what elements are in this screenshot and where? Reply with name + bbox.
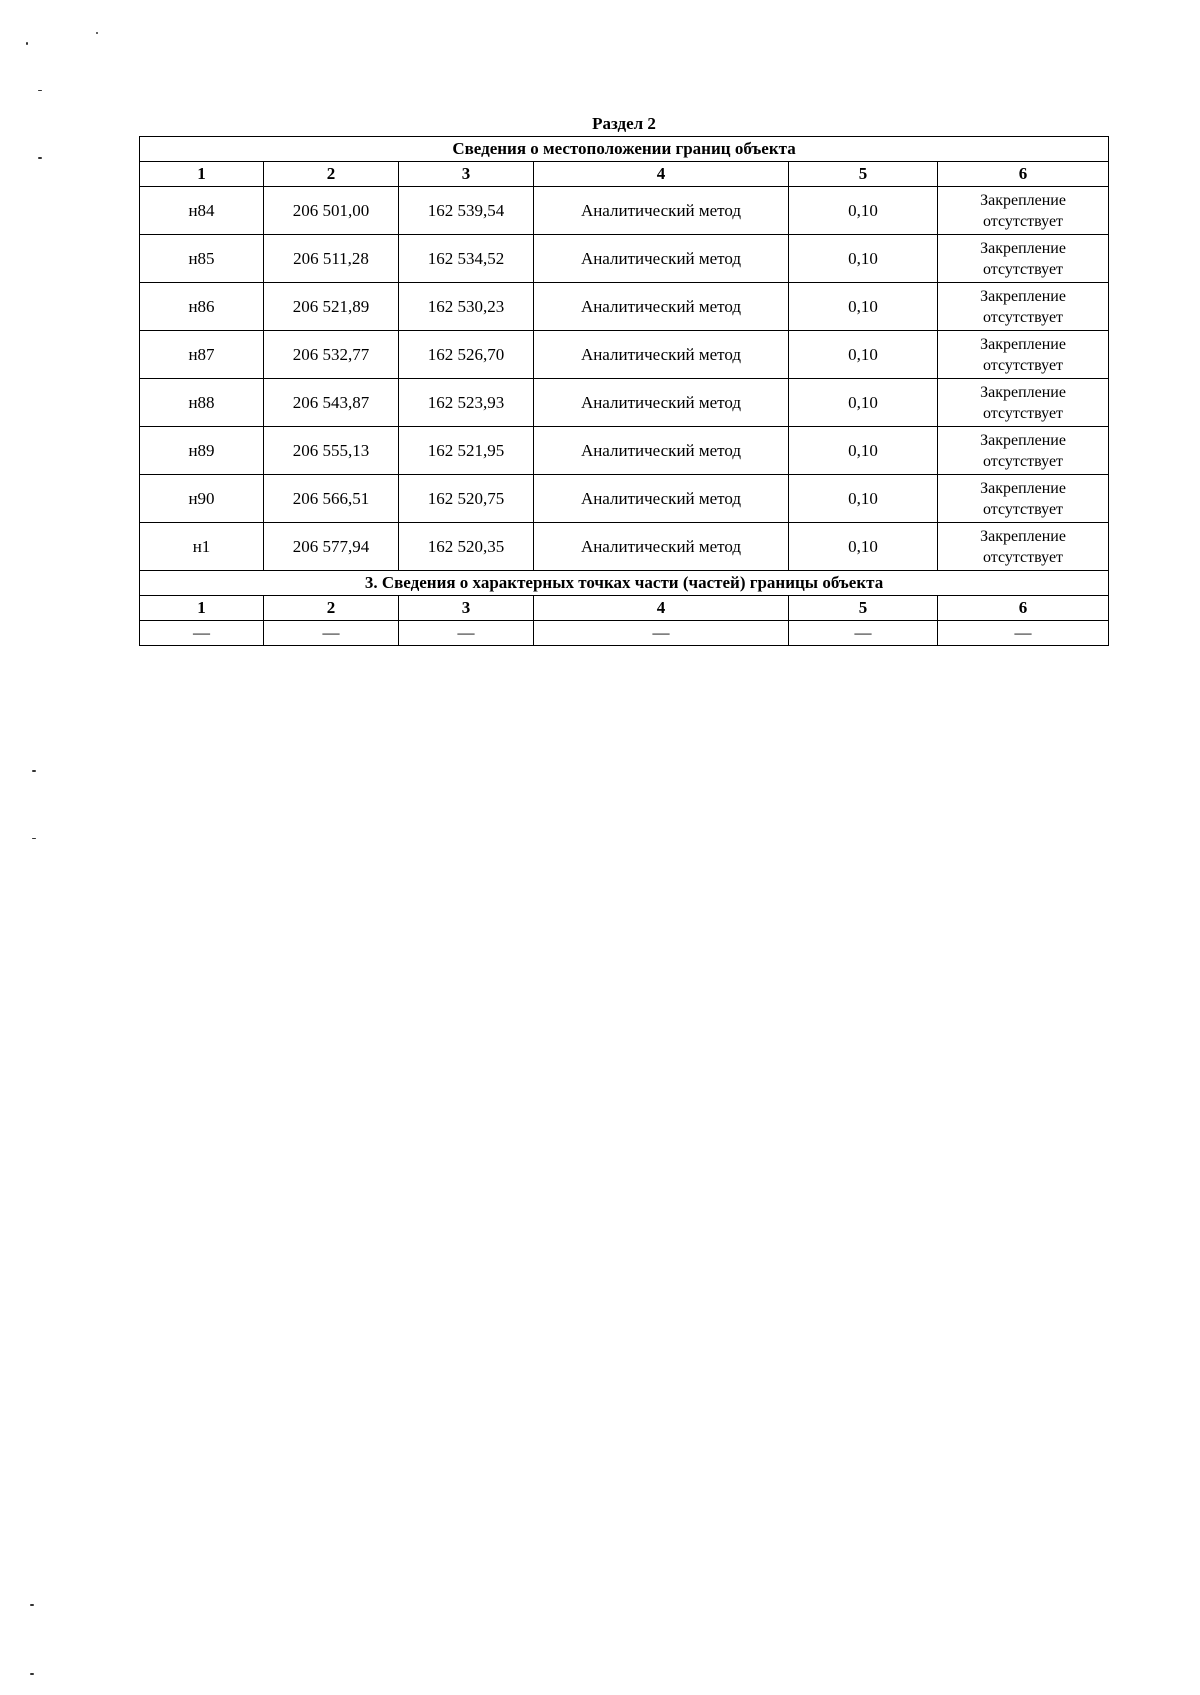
method: Аналитический метод	[534, 523, 789, 571]
fixing-line-2: отсутствует	[983, 356, 1064, 374]
part-column-numbers-row	[140, 596, 1109, 621]
accuracy: 0,10	[789, 379, 938, 427]
accuracy: 0,10	[789, 427, 938, 475]
part-section-caption-row	[140, 571, 1109, 596]
accuracy: 0,10	[789, 523, 938, 571]
accuracy: 0,10	[789, 235, 938, 283]
column-number: 3	[399, 596, 534, 621]
accuracy: 0,10	[789, 283, 938, 331]
coord-y: 162 539,54	[399, 187, 534, 235]
fixing-line-2: отсутствует	[983, 260, 1064, 278]
fixing-description	[938, 283, 1109, 331]
scan-speck	[26, 42, 28, 45]
fixing-line-2: отсутствует	[983, 212, 1064, 230]
point-name: н1	[140, 523, 264, 571]
empty-dash-cell: —	[140, 621, 264, 646]
column-number: 2	[264, 162, 399, 187]
method: Аналитический метод	[534, 475, 789, 523]
coord-x: 206 577,94	[264, 523, 399, 571]
fixing-line-2: отсутствует	[983, 404, 1064, 422]
fixing-description	[938, 523, 1109, 571]
method: Аналитический метод	[534, 427, 789, 475]
fixing-line-1: Закрепление	[980, 191, 1066, 209]
part-empty-row	[140, 621, 1109, 646]
point-name: н90	[140, 475, 264, 523]
empty-dash-cell: —	[534, 621, 789, 646]
fixing-line-2: отсутствует	[983, 308, 1064, 326]
table-row	[140, 379, 1109, 427]
table-caption-row	[140, 137, 1109, 162]
point-name: н86	[140, 283, 264, 331]
fixing-line-1: Закрепление	[980, 527, 1066, 545]
column-number: 4	[534, 596, 789, 621]
coord-y: 162 520,35	[399, 523, 534, 571]
table-row	[140, 523, 1109, 571]
method: Аналитический метод	[534, 379, 789, 427]
coord-x: 206 511,28	[264, 235, 399, 283]
table-caption: Сведения о местоположении границ объекта	[140, 137, 1109, 162]
fixing-line-1: Закрепление	[980, 479, 1066, 497]
fixing-description	[938, 379, 1109, 427]
coord-y: 162 526,70	[399, 331, 534, 379]
column-number: 6	[938, 162, 1109, 187]
scan-speck	[38, 90, 42, 91]
point-name: н88	[140, 379, 264, 427]
fixing-line-2: отсутствует	[983, 548, 1064, 566]
coord-x: 206 543,87	[264, 379, 399, 427]
method: Аналитический метод	[534, 331, 789, 379]
fixing-line-1: Закрепление	[980, 335, 1066, 353]
fixing-line-1: Закрепление	[980, 383, 1066, 401]
column-number: 1	[140, 162, 264, 187]
column-number: 4	[534, 162, 789, 187]
coord-y: 162 521,95	[399, 427, 534, 475]
scan-speck	[30, 1673, 34, 1675]
empty-dash-cell: —	[789, 621, 938, 646]
column-number: 2	[264, 596, 399, 621]
empty-dash-cell: —	[264, 621, 399, 646]
method: Аналитический метод	[534, 283, 789, 331]
scan-speck	[32, 770, 36, 772]
column-number: 5	[789, 162, 938, 187]
section-title: Раздел 2	[592, 114, 656, 133]
column-number: 6	[938, 596, 1109, 621]
scan-speck	[32, 838, 36, 839]
fixing-description	[938, 475, 1109, 523]
point-name: н84	[140, 187, 264, 235]
fixing-line-1: Закрепление	[980, 431, 1066, 449]
coord-x: 206 521,89	[264, 283, 399, 331]
fixing-line-2: отсутствует	[983, 452, 1064, 470]
point-name: н89	[140, 427, 264, 475]
part-section-caption: 3. Сведения о характерных точках части (частей) границы объекта	[140, 571, 1109, 596]
table-row	[140, 235, 1109, 283]
empty-dash-cell: —	[399, 621, 534, 646]
method: Аналитический метод	[534, 187, 789, 235]
fixing-line-1: Закрепление	[980, 287, 1066, 305]
empty-dash-cell: —	[938, 621, 1109, 646]
column-number: 1	[140, 596, 264, 621]
coord-x: 206 566,51	[264, 475, 399, 523]
point-name: н85	[140, 235, 264, 283]
point-name: н87	[140, 331, 264, 379]
column-number: 5	[789, 596, 938, 621]
column-numbers-row	[140, 162, 1109, 187]
table-row	[140, 283, 1109, 331]
accuracy: 0,10	[789, 331, 938, 379]
boundary-points-table	[139, 136, 1109, 646]
fixing-line-1: Закрепление	[980, 239, 1066, 257]
coord-y: 162 523,93	[399, 379, 534, 427]
coord-y: 162 534,52	[399, 235, 534, 283]
coord-x: 206 532,77	[264, 331, 399, 379]
table-row	[140, 331, 1109, 379]
table-row	[140, 427, 1109, 475]
method: Аналитический метод	[534, 235, 789, 283]
fixing-line-2: отсутствует	[983, 500, 1064, 518]
fixing-description	[938, 187, 1109, 235]
fixing-description	[938, 427, 1109, 475]
scan-speck	[30, 1604, 34, 1606]
column-number: 3	[399, 162, 534, 187]
accuracy: 0,10	[789, 187, 938, 235]
coord-x: 206 555,13	[264, 427, 399, 475]
coord-y: 162 520,75	[399, 475, 534, 523]
table-row	[140, 475, 1109, 523]
coord-x: 206 501,00	[264, 187, 399, 235]
scan-speck	[96, 32, 98, 34]
scan-speck	[38, 157, 42, 159]
table-row	[140, 187, 1109, 235]
accuracy: 0,10	[789, 475, 938, 523]
fixing-description	[938, 331, 1109, 379]
fixing-description	[938, 235, 1109, 283]
coord-y: 162 530,23	[399, 283, 534, 331]
